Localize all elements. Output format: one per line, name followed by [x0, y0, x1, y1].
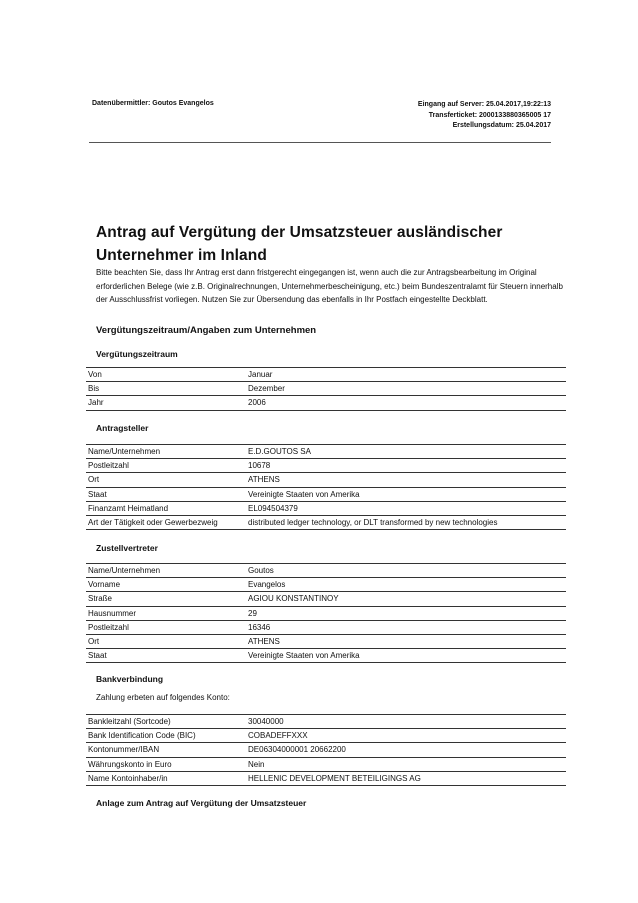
field-label: Postleitzahl [86, 459, 246, 473]
field-value: Goutos [246, 564, 566, 578]
table-row [86, 487, 566, 501]
section-heading-bank: Bankverbindung [96, 674, 164, 684]
field-value: 29 [246, 606, 566, 620]
field-label: Name/Unternehmen [86, 564, 246, 578]
field-label: Bank Identification Code (BIC) [86, 729, 246, 743]
field-value: 10678 [246, 459, 566, 473]
applicant-table [86, 444, 566, 530]
field-label: Vorname [86, 578, 246, 592]
table-row [86, 771, 566, 785]
section-heading-applicant: Antragsteller [96, 423, 149, 433]
section-heading-main: Vergütungszeitraum/Angaben zum Unternehmen [96, 325, 317, 336]
field-value: 30040000 [246, 715, 566, 729]
header-meta [418, 100, 551, 132]
header-divider [89, 142, 551, 143]
table-row [86, 459, 566, 473]
field-label: Von [86, 368, 246, 382]
field-value: distributed ledger technology, or DLT transformed by new technologies [246, 515, 566, 529]
table-row [86, 620, 566, 634]
table-row [86, 606, 566, 620]
field-label: Bankleitzahl (Sortcode) [86, 715, 246, 729]
title-line-2: Unternehmer im Inland [96, 247, 267, 264]
field-label: Staat [86, 487, 246, 501]
section-heading-attachment: Anlage zum Antrag auf Vergütung der Umsatzsteuer [96, 798, 307, 808]
table-row [86, 757, 566, 771]
field-label: Art der Tätigkeit oder Gewerbezweig [86, 515, 246, 529]
table-row [86, 445, 566, 459]
table-row [86, 396, 566, 410]
creation-date: Erstellungsdatum: 25.04.2017 [452, 122, 551, 129]
intro-paragraph: Bitte beachten Sie, dass Ihr Antrag erst dann fristgerecht eingegangen ist, wenn auch die zur Antragsbearbeitung im Original erforderlichen Belege (wie z.B. Originalrechnungen, Unternehmerbescheinigung, etc.) beim Bundeszentralamt für Steuern innerhalb der Ausschlussfrist vorliegen. Nutzen Sie zur Übersendung das ebenfalls in Ihr Postfach eingestellte Deckblatt. [96, 268, 563, 305]
table-row [86, 715, 566, 729]
table-row [86, 649, 566, 663]
field-label: Postleitzahl [86, 620, 246, 634]
header-sender: Datenübermittler: Goutos Evangelos [92, 100, 214, 107]
field-value: DE06304000001 20662200 [246, 743, 566, 757]
field-value: COBADEFFXXX [246, 729, 566, 743]
table-row [86, 473, 566, 487]
table-row [86, 368, 566, 382]
field-label: Kontonummer/IBAN [86, 743, 246, 757]
field-value: ATHENS [246, 634, 566, 648]
field-value: Vereinigte Staaten von Amerika [246, 649, 566, 663]
table-row [86, 743, 566, 757]
received-timestamp: Eingang auf Server: 25.04.2017,19:22:13 [417, 101, 551, 108]
field-label: Name Kontoinhaber/in [86, 771, 246, 785]
table-row [86, 564, 566, 578]
table-row [86, 382, 566, 396]
field-label: Name/Unternehmen [86, 445, 246, 459]
field-label: Ort [86, 634, 246, 648]
table-row [86, 578, 566, 592]
bank-note: Zahlung erbeten auf folgendes Konto: [96, 693, 230, 702]
field-label: Ort [86, 473, 246, 487]
bank-table [86, 714, 566, 786]
table-row [86, 501, 566, 515]
section-heading-period: Vergütungszeitraum [96, 349, 178, 359]
field-label: Finanzamt Heimatland [86, 501, 246, 515]
field-value: Januar [246, 368, 566, 382]
field-value: Nein [246, 757, 566, 771]
field-value: HELLENIC DEVELOPMENT BETEILIGINGS AG [246, 771, 566, 785]
field-label: Währungskonto in Euro [86, 757, 246, 771]
field-value: Dezember [246, 382, 566, 396]
agent-table [86, 563, 566, 663]
table-row [86, 592, 566, 606]
field-value: Vereinigte Staaten von Amerika [246, 487, 566, 501]
field-value: ATHENS [246, 473, 566, 487]
field-label: Hausnummer [86, 606, 246, 620]
table-row [86, 515, 566, 529]
transfer-ticket: Transferticket: 2000133880365005 17 [428, 111, 551, 119]
field-label: Bis [86, 382, 246, 396]
table-row [86, 634, 566, 648]
field-value: 16346 [246, 620, 566, 634]
field-value: 2006 [246, 396, 566, 410]
field-value: Evangelos [246, 578, 566, 592]
field-value: EL094504379 [246, 501, 566, 515]
field-label: Straße [86, 592, 246, 606]
period-table [86, 367, 566, 411]
field-value: AGIOU KONSTANTINOY [246, 592, 566, 606]
document-title [96, 221, 596, 267]
section-heading-agent: Zustellvertreter [96, 543, 158, 553]
field-label: Jahr [86, 396, 246, 410]
field-value: E.D.GOUTOS SA [246, 445, 566, 459]
field-label: Staat [86, 649, 246, 663]
title-line-1: Antrag auf Vergütung der Umsatzsteuer ausländischer [96, 224, 503, 241]
table-row [86, 729, 566, 743]
